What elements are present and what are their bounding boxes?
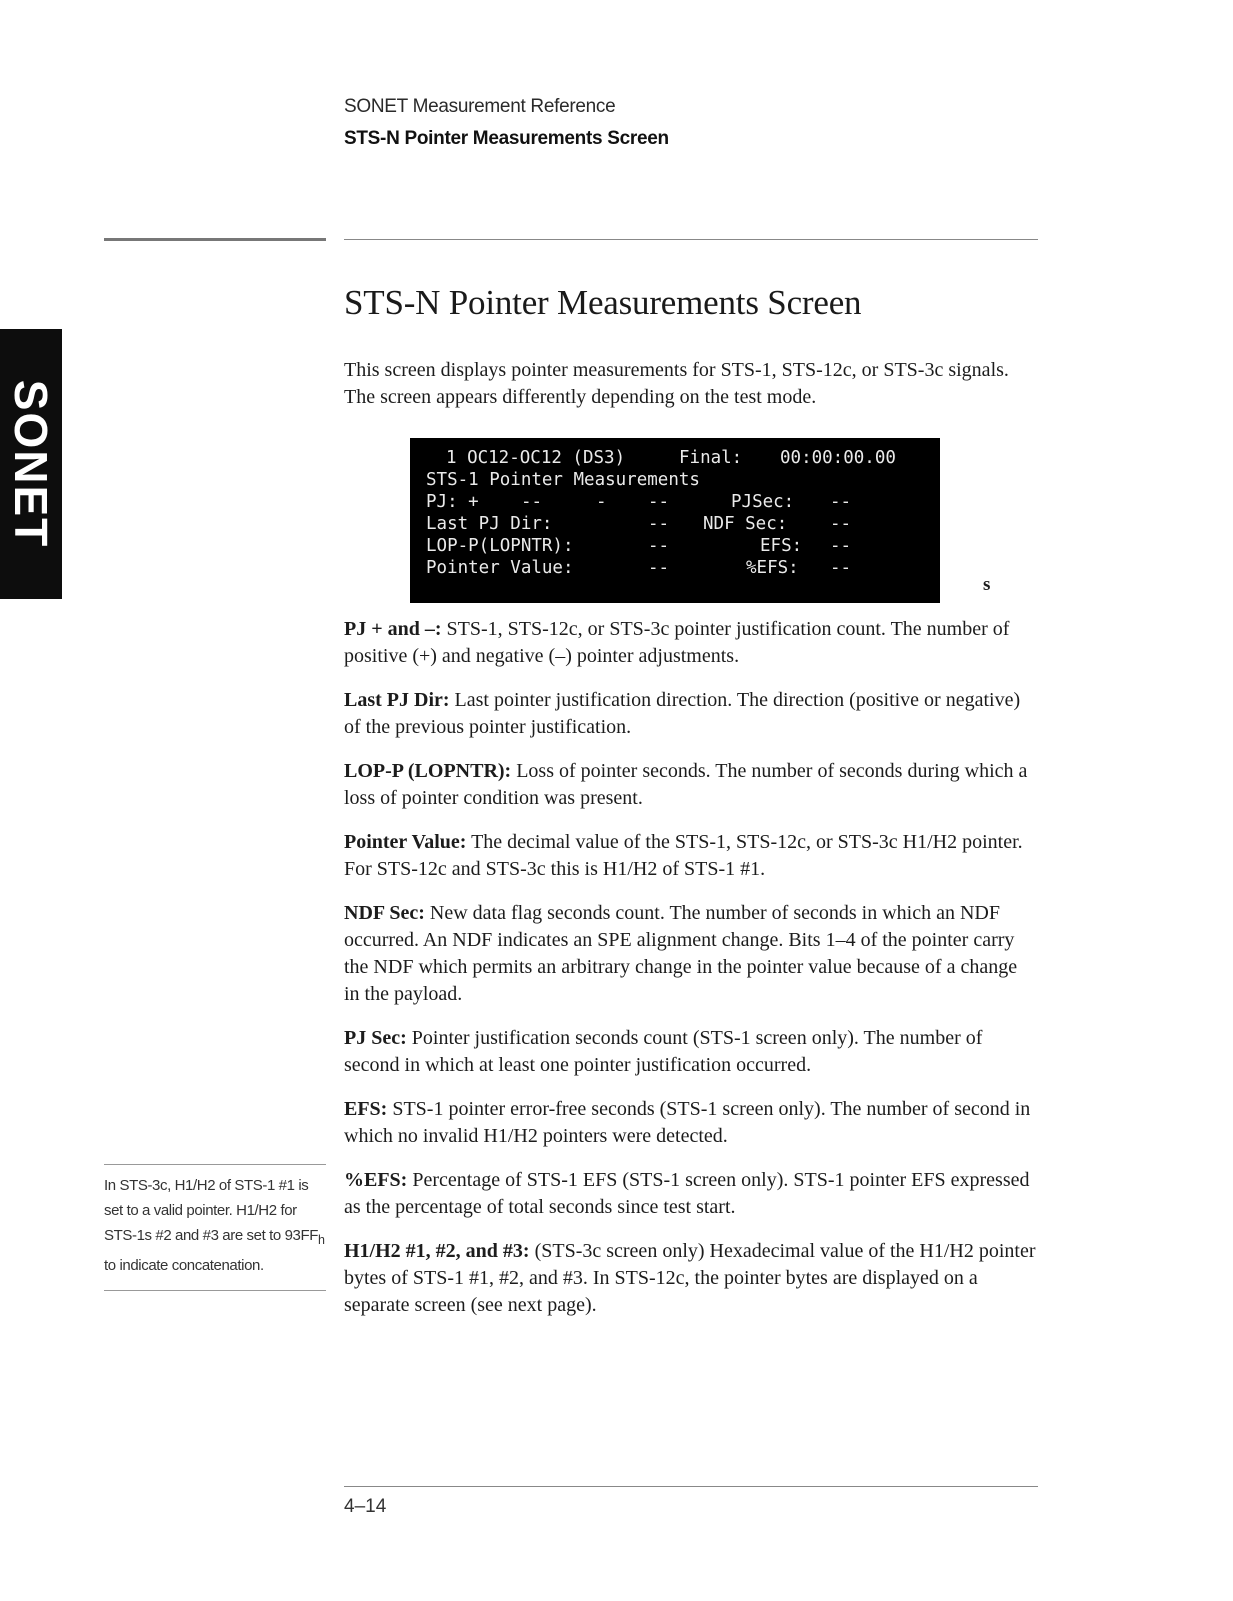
stray-mark: s — [983, 574, 991, 595]
margin-note-subscript: h — [318, 1233, 325, 1247]
screen-pointer-row — [426, 557, 940, 579]
definition-text: Loss of pointer seconds. The number of seconds during which a loss of pointer condition was present. — [344, 760, 1028, 809]
definition-term: EFS: — [344, 1098, 388, 1120]
definition-term: Pointer Value: — [344, 831, 467, 853]
definition-term: Last PJ Dir: — [344, 689, 450, 711]
screen-pjsec-value: -- — [830, 492, 852, 512]
definition-lop-p — [344, 758, 1036, 812]
definition-ndf-sec — [344, 900, 1036, 1008]
definition-text: STS-1 pointer error-free seconds (STS-1 screen only). The number of second in which no invalid H1/H2 pointers were detected. — [344, 1098, 1031, 1147]
screen-lop-row — [426, 535, 940, 557]
definition-text: New data flag seconds count. The number of seconds in which an NDF occurred. An NDF indicates an SPE alignment change. Bits 1–4 of the pointer carry the NDF which permits an arbitrary change in the pointer value because of a change in the payload. — [344, 902, 1018, 1005]
screen-pct-efs-value: -- — [830, 558, 852, 578]
section-tab — [0, 329, 62, 599]
screen-lop-label: LOP-P(LOPNTR): — [426, 536, 574, 556]
footer-rule — [344, 1486, 1038, 1487]
definition-text: (STS-3c screen only) Hexadecimal value of the H1/H2 pointer bytes of STS-1 #1, #2, and #3. In STS-12c, the pointer bytes are displayed on a separate screen (see next page). — [344, 1240, 1036, 1316]
screen-ndfsec-value: -- — [830, 514, 852, 534]
definition-pct-efs — [344, 1167, 1036, 1221]
definition-term: LOP-P (LOPNTR): — [344, 760, 512, 782]
screen-pointer-label: Pointer Value: — [426, 558, 574, 578]
screen-ndfsec-label: NDF Sec: — [703, 514, 788, 534]
left-rule — [104, 238, 326, 241]
definition-term: NDF Sec: — [344, 902, 425, 924]
definition-text: The decimal value of the STS-1, STS-12c, or STS-3c H1/H2 pointer. For STS-12c and STS-3c this is H1/H2 of STS-1 #1. — [344, 831, 1023, 880]
screen-pj-plus-value: -- — [521, 492, 543, 512]
definition-last-pj-dir — [344, 687, 1036, 741]
definition-h1-h2 — [344, 1238, 1036, 1319]
definition-term: %EFS: — [344, 1169, 408, 1191]
screen-heading: STS-1 Pointer Measurements — [426, 470, 700, 490]
definition-text: STS-1, STS-12c, or STS-3c pointer justification count. The number of positive (+) and negative (–) pointer adjustments. — [344, 618, 1010, 667]
definition-text: Percentage of STS-1 EFS (STS-1 screen only). STS-1 pointer EFS expressed as the percentage of total seconds since test start. — [344, 1169, 1030, 1218]
definition-pj — [344, 616, 1036, 670]
screen-elapsed-time: 00:00:00.00 — [780, 448, 896, 468]
running-head-subsection: STS-N Pointer Measurements Screen — [344, 128, 669, 149]
screen-efs-value: -- — [830, 536, 852, 556]
screen-pct-efs-label: %EFS: — [746, 558, 799, 578]
definition-term: PJ Sec: — [344, 1027, 407, 1049]
margin-note — [104, 1164, 326, 1291]
screen-status: 1 OC12-OC12 (DS3) — [446, 448, 626, 468]
definition-pj-sec — [344, 1025, 1036, 1079]
section-tab-label: SONET — [5, 379, 57, 549]
screen-pointer-value: -- — [648, 558, 670, 578]
definition-text: Last pointer justification direction. The direction (positive or negative) of the previous pointer justification. — [344, 689, 1021, 738]
screen-lop-value: -- — [648, 536, 670, 556]
screen-pj-label: PJ: + — [426, 492, 479, 512]
screen-status-row — [426, 447, 940, 469]
screen-heading-row — [426, 469, 940, 491]
screen-efs-label: EFS: — [760, 536, 803, 556]
definition-text: Pointer justification seconds count (STS-1 screen only). The number of second in which at least one pointer justification occurred. — [344, 1027, 983, 1076]
definition-efs — [344, 1096, 1036, 1150]
instrument-screen — [410, 438, 940, 603]
screen-final-label: Final: — [679, 448, 743, 468]
page-title: STS-N Pointer Measurements Screen — [344, 283, 862, 323]
running-head — [344, 96, 669, 150]
intro-paragraph: This screen displays pointer measurements for STS-1, STS-12c, or STS-3c signals. The screen appears differently depending on the test mode. — [344, 359, 1009, 408]
screen-lastpj-label: Last PJ Dir: — [426, 514, 553, 534]
screen-pj-minus-value: -- — [648, 492, 670, 512]
definition-term: PJ + and –: — [344, 618, 442, 640]
screen-pj-minus-sign: - — [596, 492, 607, 512]
margin-note-text-end: to indicate concatenation. — [104, 1257, 264, 1274]
definition-term: H1/H2 #1, #2, and #3: — [344, 1240, 530, 1262]
margin-note-text: In STS-3c, H1/H2 of STS-1 #1 is set to a valid pointer. H1/H2 for STS-1s #2 and #3 are set to 93FF — [104, 1177, 318, 1244]
definition-pointer-value — [344, 829, 1036, 883]
page-number: 4–14 — [344, 1496, 387, 1517]
definition-list — [344, 616, 1036, 1336]
screen-pjsec-label: PJSec: — [731, 492, 795, 512]
screen-lastpj-row — [426, 513, 940, 535]
header-rule — [344, 239, 1038, 240]
screen-lastpj-value: -- — [648, 514, 670, 534]
screen-pj-row — [426, 491, 940, 513]
running-head-section: SONET Measurement Reference — [344, 96, 616, 117]
